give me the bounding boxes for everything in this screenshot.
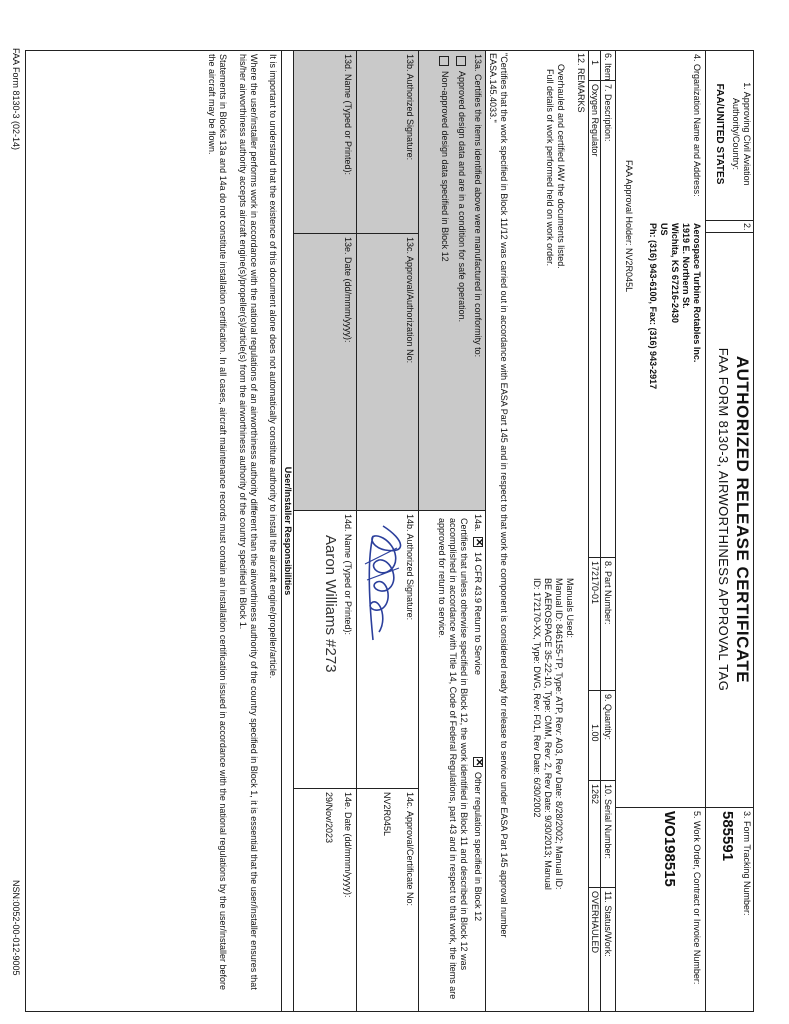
block14b-label: 14b. Authorized Signature: — [405, 514, 415, 621]
manuals-line-3: ID: 172170-XX, Type: DWG, Rev: F01, Rev Date: 6/30/2002 — [532, 578, 542, 818]
cell-quantity: 1.00 — [590, 724, 600, 742]
remarks-line-2: Full details of work performed held on work order. — [545, 69, 555, 267]
remarks-line-1: Overhauled and certified IAW the documents listed. — [556, 64, 566, 269]
manuals-line-1: Manual ID: 846155-TP, Type: ATP, Rev: A03, Rev Date: 8/28/2002; Manual ID: — [554, 578, 564, 890]
block13c-label: 13c. Approval/Authorization No: — [405, 237, 415, 364]
org-phone: Ph: (316) 943-6100, Fax: (316) 943-2917 — [648, 223, 658, 390]
responsibilities-para-1: It is important to understand that the existence of this document alone does not automatically constitute authority to install the aircraft engine/propeller/article. — [268, 54, 278, 679]
block13d-label: 13d. Name (Typed or Printed): — [343, 54, 353, 176]
col-item: 6. Item — [603, 53, 613, 81]
col-status-work: 11. Status/Work: — [603, 891, 613, 957]
block13e-label: 13e. Date (dd/mmm/yyyy): — [343, 237, 353, 343]
block13a-label: 13a. Certifies the items identified above were manufactured in conformity to: — [473, 54, 483, 358]
form-subtitle: FAA FORM 8130-3, AIRWORTHINESS APPROVAL TAG — [716, 347, 731, 692]
col-serial-number: 10. Serial Number: — [603, 784, 613, 860]
return-to-service-label: 14 CFR 43.9 Return to Service — [473, 552, 483, 676]
approved-design-label: Approved design data and are in a condition for safe operation. — [457, 71, 467, 323]
approval-certificate-number: NV2R045L — [382, 792, 392, 837]
block13b-label: 13b. Authorized Signature: — [405, 54, 415, 161]
block1-label: 1. Approving Civil Aviation Authority/Country: — [731, 82, 752, 186]
remarks-label: 12. REMARKS — [576, 53, 586, 113]
responsibilities-para-2: Where the user/installer performs work in accordance with the national regulations of an airworthiness authority different than the airworthiness authority of the country specified in Block 1, it is essential that the user/installer ensures that his/her airworthiness authority accepts aircraft engine(s)/propeller(s)/article(s) from the airworthiness authority of the country specified in Block 1. — [238, 54, 259, 990]
block5-label: 5. Work Order, Contract or Invoice Number: — [692, 811, 702, 985]
cell-status-work: OVERHAULED — [590, 891, 600, 954]
responsibilities-heading: User/Installer Responsibilities — [283, 466, 293, 596]
block3-label: 3. Form Tracking Number: — [742, 811, 752, 916]
cell-item: 1 — [590, 60, 600, 66]
non-approved-design-label: Non-approved design data specified in Block 12 — [440, 71, 450, 262]
responsibilities-para-3: Statements in Blocks 13a and 14a do not constitute installation certification. In all cases, aircraft maintenance records must contain an installation certification issued in accordance with the national regulations by the user/installer before the aircraft may be flown. — [207, 54, 228, 991]
form-title: AUTHORIZED RELEASE CERTIFICATE — [733, 355, 752, 684]
cell-part-number: 172170-01 — [590, 561, 600, 605]
block4-label: 4. Organization Name and Address: — [692, 54, 702, 197]
col-part-number: 8. Part Number: — [603, 561, 613, 625]
org-street: 1919 E. Northern St. — [681, 223, 691, 309]
org-city: Wichita, KS 67216-2430 — [670, 223, 680, 323]
nsn-number: NSN:0052-00-012-9005 — [11, 880, 21, 976]
block1-value: FAA/UNITED STATES — [714, 83, 725, 185]
tracking-number: 585591 — [719, 811, 736, 862]
form-number: FAA Form 8130-3 (02-14) — [11, 48, 21, 151]
easa-statement: "Certifies that the work specified in Block 11/12 was carried out in accordance with EASA Part 145 and in respect to that work the component is considered ready for release to service under EASA Part 145 approval number EASA.145.4033." — [488, 53, 509, 938]
manuals-line-2: BE AEROSPACE 35-22-10, Type: CMM, Rev: 2, Rev Date: 9/30/2013; Manual — [543, 578, 553, 890]
work-order-number: WO198515 — [661, 811, 678, 887]
return-to-service-checkbox[interactable]: ✕ — [473, 538, 484, 547]
block14d-label: 14d. Name (Typed or Printed): — [343, 514, 353, 636]
approved-design-checkbox[interactable] — [456, 56, 466, 66]
block14e-label: 14e. Date (dd/mmm/yyyy): — [343, 792, 353, 898]
org-country: US — [659, 223, 669, 236]
block14a-label: 14a. — [473, 514, 483, 532]
col-description: 7. Description: — [603, 84, 613, 142]
cell-description: Oxygen Regulator — [590, 84, 600, 157]
signer-name: Aaron Williams #273 — [322, 535, 339, 673]
org-name: Aerospace Turbine Rotables Inc. — [692, 223, 702, 363]
col-quantity: 9. Quantity: — [603, 694, 613, 741]
block14-certification-text: Certifies that unless otherwise specified in Block 12, the work identified in Block 11 and described in Block 12 was accomplished in accordance with Title 14, Code of Federal Regulations, part 43 and in respect to that work, the items are approved for return to service. — [437, 518, 469, 1000]
other-regulation-label: Other regulation specified in Block 12 — [473, 772, 483, 922]
block14c-label: 14c. Approval/Certificate No: — [405, 792, 415, 907]
faa-approval-holder: FAA Approval Holder: NV2R045L — [624, 160, 634, 293]
other-regulation-checkbox[interactable]: ✕ — [473, 758, 484, 767]
manuals-label: Manuals Used: — [565, 578, 575, 639]
authorized-signature — [359, 520, 413, 670]
non-approved-design-checkbox[interactable] — [439, 56, 449, 66]
block2-label: 2. — [742, 223, 752, 231]
release-date: 29/Nov/2023 — [324, 792, 334, 844]
cell-serial-number: 1262 — [590, 784, 600, 805]
